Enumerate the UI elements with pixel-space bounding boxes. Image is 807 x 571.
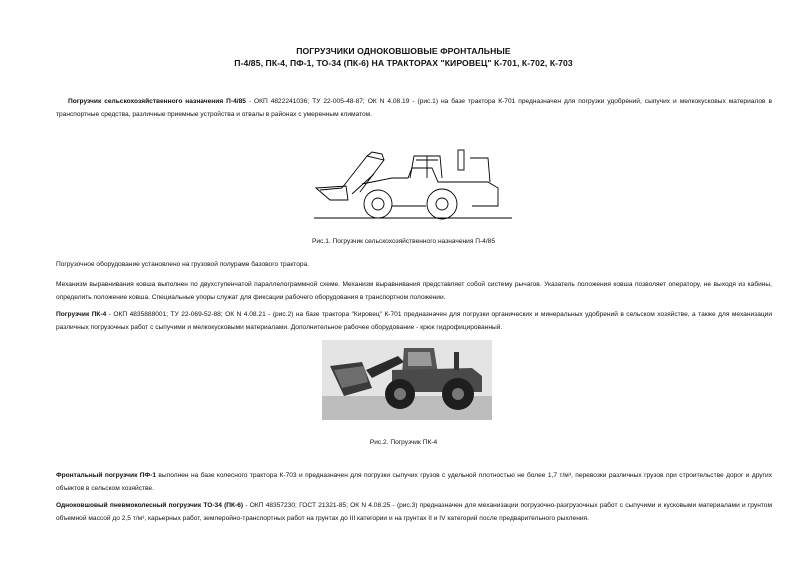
paragraph-pk4: [56, 309, 772, 334]
paragraph-pf1-text: выполнен на базе колесного трактора К-703 и предназначен для погрузки сыпучих грузов с удельной плотностью не более 1,7 т/м³, перевозки различных грузов при строительстве дорог и других объектов в сельском хозяйстве.: [56, 472, 772, 492]
paragraph-p4-85-text: - ОКП 4822241036; ТУ 22-005-48-87; ОК N 4.08.19 - (рис.1) на базе трактора К-701 предназначен для погрузки удобрений, сыпучих и мелкокусковых материалов в транспортные средства, различные приемные устройства и отвалы в районах с умеренным климатом.: [56, 98, 772, 118]
page-title-line1: ПОГРУЗЧИКИ ОДНОКОВШОВЫЕ ФРОНТАЛЬНЫЕ: [296, 46, 511, 56]
paragraph-pk4-text: - ОКП 4835888001; ТУ 22-069-52-88; ОК N 4.08.21 - (рис.2) на базе трактора "Кировец" К-701 предназначен для погрузки органических и минеральных удобрений в сельском хозяйстве, а также для механизации различных погрузочных работ с сыпучими и мелкокусковыми материалами. Дополнительное рабочее оборудование - крюк гидрофицированный.: [56, 311, 773, 331]
figure2-caption: Рис.2. Погрузчик ПК-4: [369, 439, 438, 446]
paragraph-to34-title: Одноковшовый пневмоколесный погрузчик ТО-34 (ПК-6): [56, 502, 244, 509]
paragraph-to34-text: - ОКП 48357230; ГОСТ 21321-85; ОК N 4.08.25 - (рис.3) предназначен для механизации погрузочно-разгрузочных работ с сыпучими и кусковыми материалами и грунтом объемной массой до 2,5 т/м³, карьерных работ, землеройно-транспортных работ на грунтах до III категории и на грунтах II и IV категорий после предварительного рыхления.: [56, 502, 772, 522]
paragraph-equipment: [56, 259, 772, 272]
paragraph-pf1: [56, 470, 772, 495]
paragraph-mechanism: [56, 279, 772, 304]
paragraph-p4-85-title: Погрузчик сельскохозяйственного назначения П-4/85: [68, 98, 246, 105]
loader-p4-85-drawing: [312, 148, 520, 232]
loader-pk4-photo: [322, 340, 492, 420]
paragraph-equipment-text: Погрузочное оборудование установлено на грузовой полураме базового трактора.: [56, 261, 310, 268]
paragraph-p4-85: [56, 96, 772, 121]
paragraph-pf1-title: Фронтальный погрузчик ПФ-1: [56, 472, 157, 479]
figure1-caption: Рис.1. Погрузчик сельскохозяйственного назначения П-4/85: [312, 238, 495, 245]
paragraph-pk4-title: Погрузчик ПК-4: [56, 311, 107, 318]
paragraph-to34: [56, 500, 772, 525]
paragraph-mechanism-text: Механизм выравнивания ковша выполнен по двухступенчатой параллелограммной схеме. Механизм выравнивания представляет собой систему рычагов. Указатель положения ковша позволяет оператору, не выходя из кабины, определить положение ковша. Специальные упоры служат для фиксации рабочего оборудования в транспортном положении.: [56, 281, 772, 301]
page-title-line2: П-4/85, ПК-4, ПФ-1, ТО-34 (ПК-6) НА ТРАКТОРАХ "КИРОВЕЦ" К-701, К-702, К-703: [234, 58, 573, 68]
